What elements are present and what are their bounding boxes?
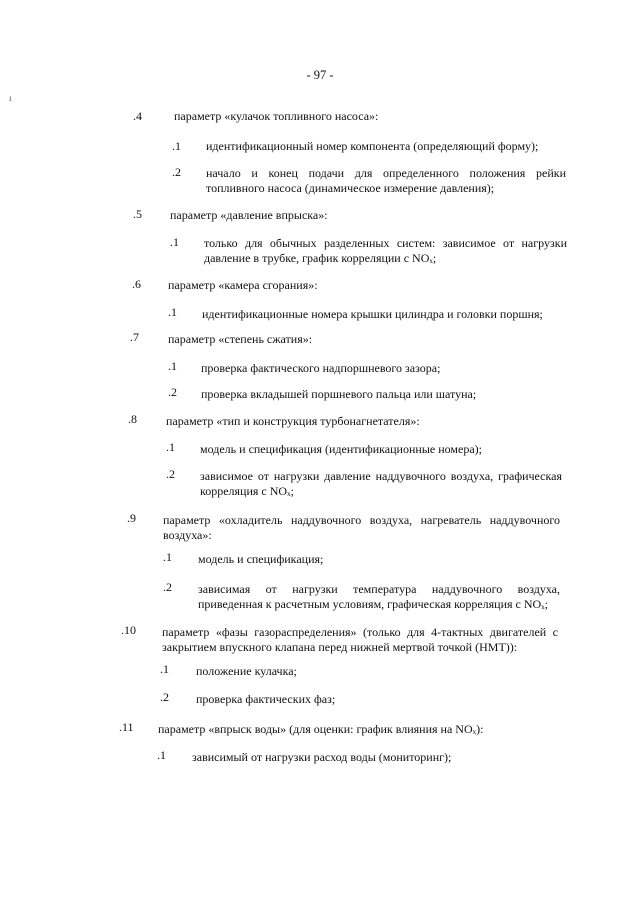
item-number: .1 bbox=[157, 748, 166, 762]
section-title: параметр «тип и конструкция турбонагнетателя»: bbox=[166, 414, 420, 428]
item-text: модель и спецификация (идентификационные номера); bbox=[200, 442, 482, 456]
item-text: начало и конец подачи для определенного положения рейки топливного насоса (динамическое измерение давления); bbox=[206, 166, 566, 195]
item-number: .2 bbox=[166, 467, 175, 481]
section-number: .7 bbox=[130, 330, 139, 344]
section-title: параметр «давление впрыска»: bbox=[170, 208, 328, 222]
item-text: идентификационные номера крышки цилиндра и головки поршня; bbox=[202, 307, 543, 321]
item-text: положение кулачка; bbox=[196, 664, 297, 678]
section-title: параметр «камера сгорания»: bbox=[168, 278, 318, 292]
section-number: .8 bbox=[128, 412, 137, 426]
section-number: .10 bbox=[121, 623, 136, 637]
item-text: модель и спецификация; bbox=[198, 552, 324, 566]
item-text: зависимая от нагрузки температура наддувочного воздуха, приведенная к расчетным условиям, графическая корреляция с NOₓ; bbox=[198, 582, 560, 611]
item-text: проверка вкладышей поршневого пальца или шатуна; bbox=[201, 387, 477, 401]
item-number: .1 bbox=[168, 305, 177, 319]
item-text: проверка фактических фаз; bbox=[196, 692, 336, 706]
item-text: зависимое от нагрузки давление наддувочного воздуха, графическая корреляция с NOₓ; bbox=[200, 469, 562, 498]
section-number: .6 bbox=[132, 277, 141, 291]
section-title: параметр «степень сжатия»: bbox=[168, 332, 313, 346]
section-title: параметр «охладитель наддувочного воздуха, нагреватель наддувочного воздуха»: bbox=[163, 513, 560, 542]
section-title: параметр «впрыск воды» (для оценки: график влияния на NOₓ): bbox=[158, 722, 484, 736]
item-number: .1 bbox=[168, 359, 177, 373]
section-number: .11 bbox=[119, 720, 134, 734]
item-text: идентификационный номер компонента (определяющий форму); bbox=[206, 139, 539, 153]
item-number: .2 bbox=[160, 690, 169, 704]
item-number: .2 bbox=[163, 580, 172, 594]
item-number: .2 bbox=[168, 385, 177, 399]
item-number: .2 bbox=[172, 165, 181, 179]
item-number: .1 bbox=[163, 550, 172, 564]
item-text: только для обычных разделенных систем: зависимое от нагрузки давление в трубке, график корреляции с NOₓ; bbox=[204, 236, 567, 265]
section-number: .9 bbox=[127, 511, 136, 525]
item-number: .1 bbox=[170, 235, 179, 249]
page-number: - 97 - bbox=[306, 68, 334, 82]
item-number: .1 bbox=[172, 139, 181, 153]
section-number: .4 bbox=[133, 109, 142, 123]
item-text: зависимый от нагрузки расход воды (мониторинг); bbox=[192, 750, 452, 764]
item-number: .1 bbox=[166, 440, 175, 454]
section-title: параметр «кулачок топливного насоса»: bbox=[174, 109, 379, 123]
section-title: параметр «фазы газораспределения» (только для 4-тактных двигателей с закрытием впускного клапана перед нижней мертвой точкой (НМТ)): bbox=[162, 625, 558, 654]
margin-mark: ı bbox=[9, 93, 12, 103]
item-number: .1 bbox=[160, 662, 169, 676]
item-text: проверка фактического надпоршневого зазора; bbox=[201, 361, 441, 375]
section-number: .5 bbox=[133, 207, 142, 221]
